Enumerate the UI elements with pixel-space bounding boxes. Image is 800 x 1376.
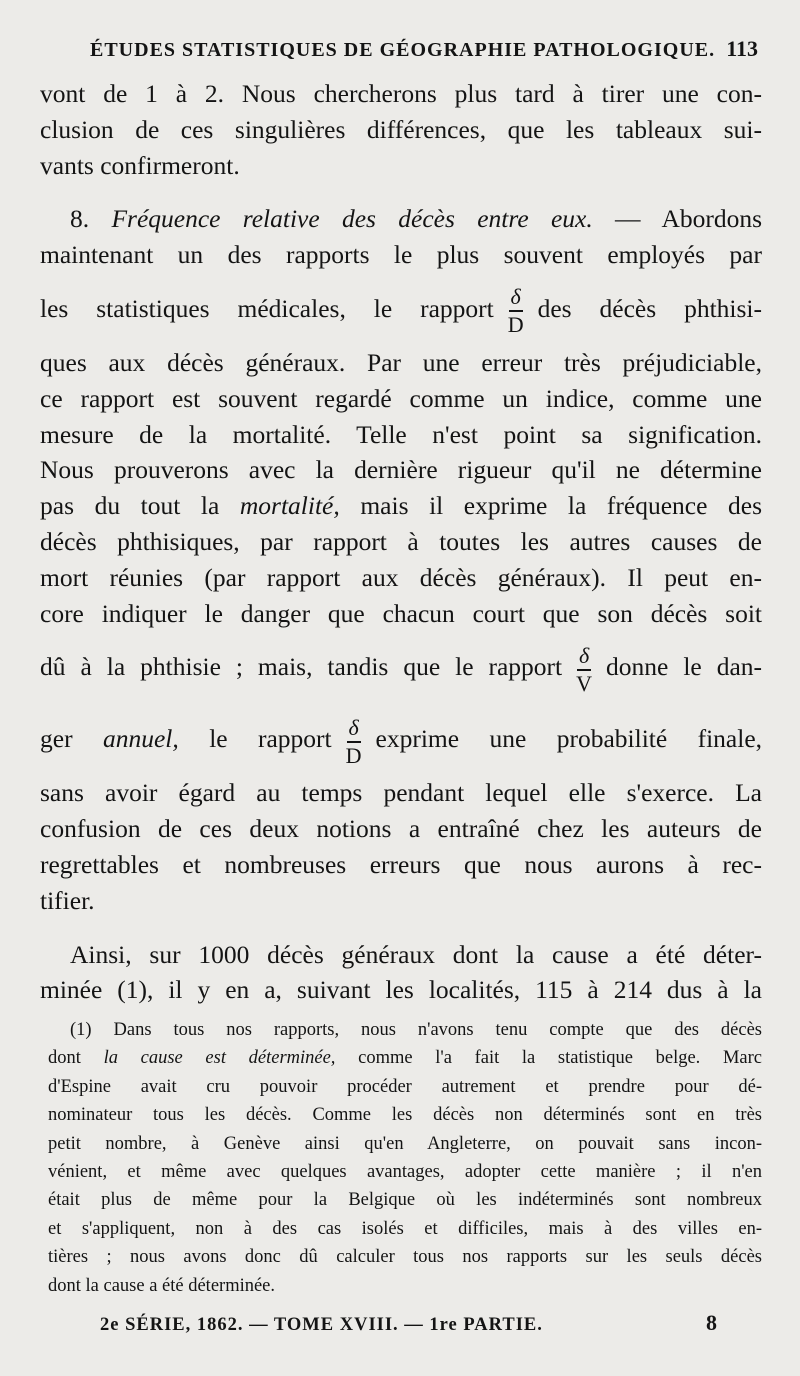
text-line: sans avoir égard au temps pendant lequel elle s'exerce. La — [40, 778, 762, 808]
text-line: confusion de ces deux notions a entraîné chez les auteurs de — [40, 814, 762, 844]
text-line: tifier. — [40, 885, 95, 915]
text-line: pas du tout la mortalité, mais il exprime la fréquence des — [40, 491, 762, 521]
text-line: mort réunies (par rapport aux décès généraux). Il peut en- — [40, 562, 762, 592]
text-line: décès phthisiques, par rapport à toutes les autres causes de — [40, 526, 762, 556]
text-line: les statistiques médicales, le rapport $\frac{\delta}{D}$ des décès phthisi- — [40, 284, 762, 338]
text-line: ce rapport est souvent regardé comme un indice, comme une — [40, 383, 762, 413]
text-line: ques aux décès généraux. Par une erreur très préjudiciable, — [40, 347, 762, 377]
footnote-line: tières ; nous avons donc dû calculer tous nos rapports sur les seuls décès — [48, 1247, 762, 1268]
emphasis: mortalité, — [239, 491, 340, 521]
series-info: 2e SÉRIE, 1862. — TOME XVIII. — 1re PARTIE. — [100, 1315, 543, 1335]
footnote-line: vénient, et même avec quelques avantages, adopter cette manière ; il n'en — [48, 1161, 762, 1182]
text-line: regrettables et nombreuses erreurs que nous aurons à rec- — [40, 849, 762, 879]
page-number: 113 — [726, 36, 758, 61]
footnote-line: (1) Dans tous nos rapports, nous n'avons tenu compte que des décès — [70, 1020, 762, 1040]
text-line: Ainsi, sur 1000 décès généraux dont la cause a été déter- — [70, 939, 762, 969]
section-title: Fréquence relative des décès entre eux. — [111, 204, 593, 234]
footnote-line: dont la cause a été déterminée. — [48, 1275, 276, 1296]
text-line: clusion de ces singulières différences, que les tableaux sui- — [40, 114, 762, 144]
footnote-line: était plus de même pour la Belgique où les indéterminés sont nombreux — [48, 1190, 762, 1211]
text-line: dû à la phthisie ; mais, tandis que le rapport $\frac{\delta}{V}$ donne le dan- — [40, 642, 763, 696]
signature-mark: 8 — [706, 1310, 718, 1335]
section-number: 8. — [70, 204, 90, 234]
text-line: maintenant un des rapports le plus souvent employés par — [40, 240, 762, 270]
footnote-line: d'Espine avait cru pouvoir procéder autrement et prendre pour dé- — [48, 1076, 762, 1097]
header-title: ÉTUDES STATISTIQUES DE GÉOGRAPHIE PATHOLOGIQUE. — [90, 39, 716, 61]
page-footer — [100, 1310, 718, 1336]
fraction-delta-over-D: $\frac{\delta}{D}$ — [345, 714, 362, 768]
fraction-delta-over-V: $\frac{\delta}{V}$ — [576, 642, 593, 696]
text-line: vants confirmeront. — [40, 150, 240, 180]
text-line: core indiquer le danger que chacun court que son décès soit — [40, 598, 762, 628]
fraction-delta-over-D: $\frac{\delta}{D}$ — [507, 284, 524, 338]
running-header — [40, 36, 758, 62]
footnote-line: dont la cause est déterminée, comme l'a fait la statistique belge. Marc — [48, 1048, 762, 1069]
text-line: vont de 1 à 2. Nous chercherons plus tard à tirer une con- — [40, 79, 762, 108]
footnote — [48, 1016, 762, 1300]
text-line: minée (1), il y en a, suivant les localités, 115 à 214 dus à la — [40, 975, 762, 1005]
text-line: ger annuel, le rapport $\frac{\delta}{D}$ exprime une probabilité finale, — [40, 714, 763, 768]
footnote-line: nominateur tous les décès. Comme les décès non déterminés sont en très — [48, 1105, 762, 1126]
text-line: Nous prouverons avec la dernière rigueur qu'il ne détermine — [40, 455, 762, 485]
text-line: mesure de la mortalité. Telle n'est point sa signification. — [40, 419, 762, 449]
emphasis: la cause est déterminée, — [103, 1048, 336, 1069]
emphasis: annuel, — [102, 724, 179, 754]
footnote-line: et s'appliquent, non à des cas isolés et difficiles, mais à des villes en- — [48, 1218, 762, 1239]
section-heading-line: 8. Fréquence relative des décès entre eux. — Abordons — [70, 204, 763, 234]
footnote-line: petit nombre, à Genève ainsi qu'en Angleterre, on pouvait sans incon- — [48, 1133, 762, 1154]
body-text — [40, 76, 762, 1008]
